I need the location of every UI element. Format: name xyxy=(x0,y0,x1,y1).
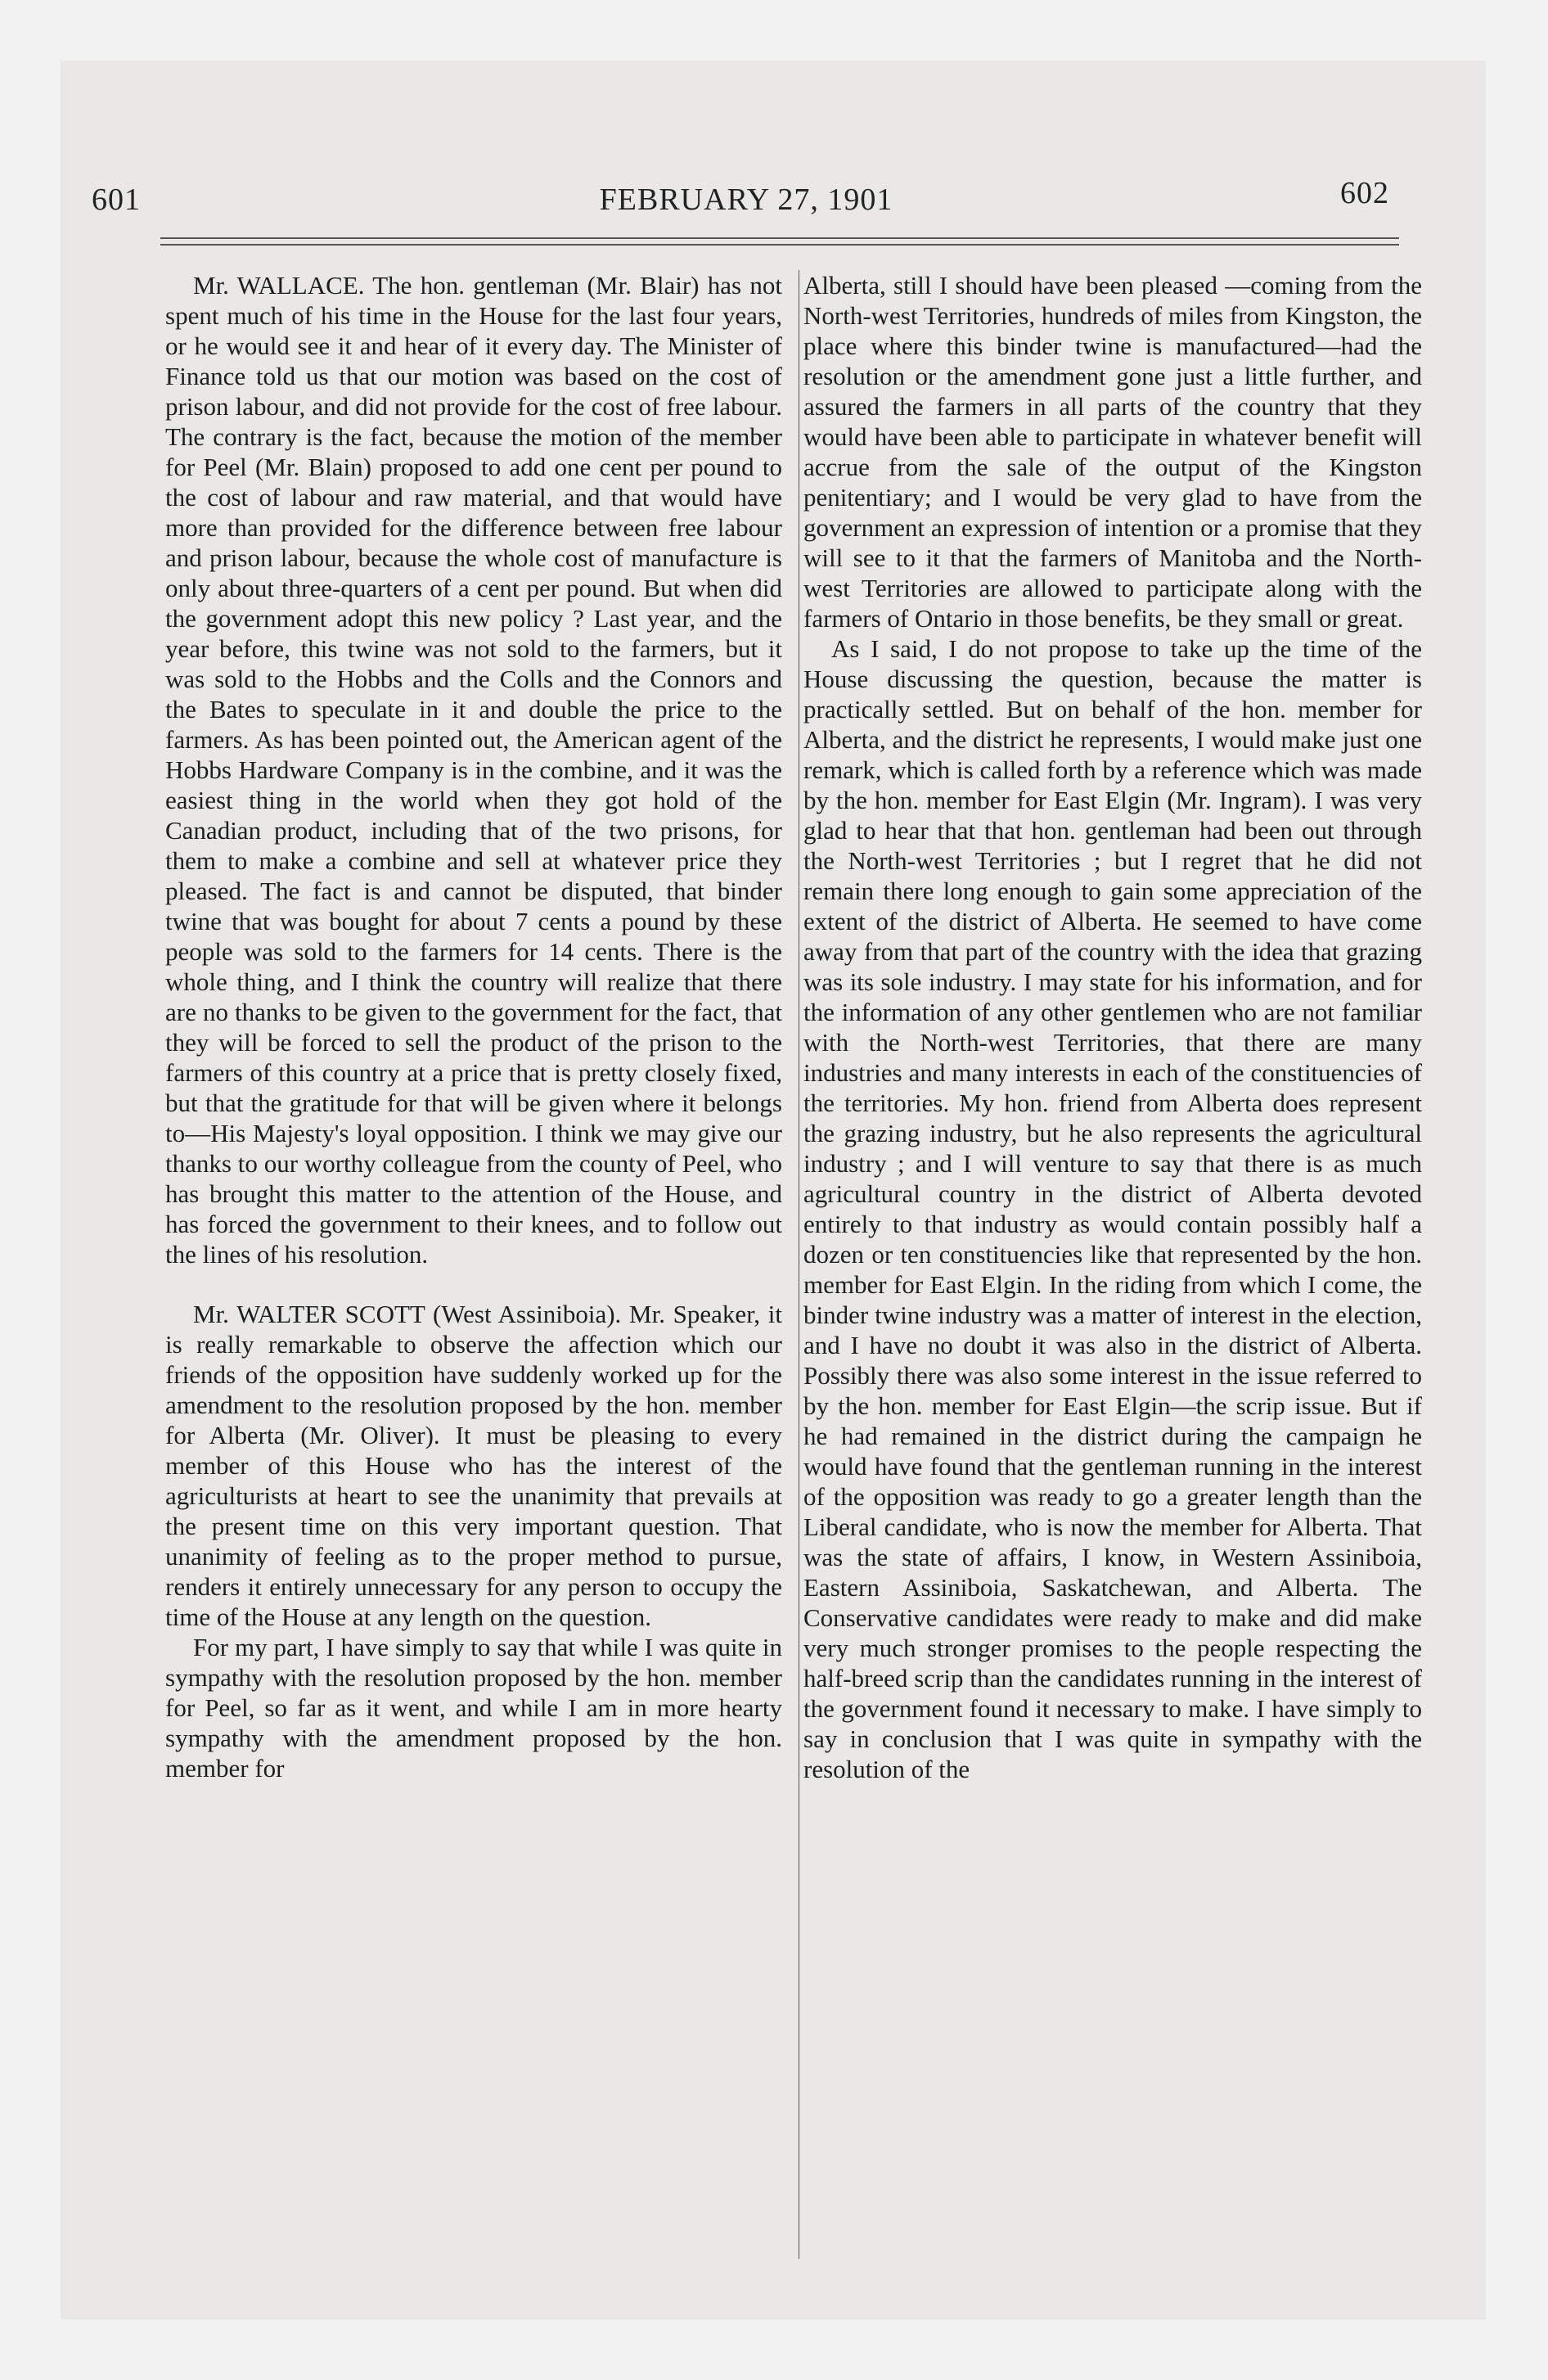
speech-scott: Mr. WALTER SCOTT (West Assiniboia). Mr. Speaker, it is really remarkable to observe the affection which our friends of the opposition have suddenly worked up for the amendment to the resolution proposed by the hon. member for Alberta (Mr. Oliver). It must be pleasing to every member of this House who has the interest of the agriculturists at heart to see the unanimity that prevails at the present time on this very important question. That unanimity of feeling as to the proper method to pursue, renders it entirely unnecessary for any person to occupy the time of the House at any length on the question. xyxy=(165,1300,782,1631)
paragraph-as-i-said: As I said, I do not propose to take up the time of the House discussing the question, because the matter is practically settled. But on behalf of the hon. member for Alberta, and the district he represents, I would make just one remark, which is called forth by a reference which was made by the hon. member for East Elgin (Mr. Ingram). I was very glad to hear that that hon. gentleman had been out through the North-west Territories ; but I regret that he did not remain there long enough to gain some appreciation of the extent of the district of Alberta. He seemed to have come away from that part of the country with the idea that grazing was its sole industry. I may state for his information, and for the information of any other gentlemen who are not familiar with the North-west Territories, that there are many industries and many interests in each of the constituencies of the territories. My hon. friend from Alberta does represent the grazing industry, but he also represents the agricultural industry ; and I will venture to say that there is as much agricultural country in the district of Alberta devoted entirely to that industry as would contain possibly half a dozen or ten constituencies like that represented by the hon. member for East Elgin. In the riding from which I come, the binder twine industry was a matter of interest in the election, and I have no doubt it was also in the district of Alberta. Possibly there was also some interest in the issue referred to by the hon. member for East Elgin—the scrip issue. But if he had remained in the district during the campaign he would have found that the gentleman running in the interest of the opposition was ready to go a greater length than the Liberal candidate, who is now the member for Alberta. That was the state of affairs, I know, in Western Assiniboia, Eastern Assiniboia, Saskatchewan, and Alberta. The Conservative candidates were ready to make and did make very much stronger promises to the people respecting the half-breed scrip than the candidates running in the interest of the government found it necessary to make. I have simply to say in conclusion that I was quite in sympathy with the resolution of the xyxy=(803,634,1422,1783)
page-date: FEBRUARY 27, 1901 xyxy=(599,183,893,217)
paragraph-alberta-continued: Alberta, still I should have been pleased —coming from the North-west Territories, hundreds of miles from Kingston, the place where this binder twine is manufactured—had the resolution or the amendment gone just a little further, and assured the farmers in all parts of the country that they would have been able to participate in whatever benefit will accrue from the sale of the output of the Kingston penitentiary; and I would be very glad to have from the government an expression of intention or a promise that they will see to it that the farmers of Manitoba and the North-west Territories are allowed to participate along with the farmers of Ontario in those benefits, be they small or great. xyxy=(803,271,1422,633)
page-header xyxy=(92,176,1401,223)
speech-wallace: Mr. WALLACE. The hon. gentleman (Mr. Blair) has not spent much of his time in the House for the last four years, or he would see it and hear of it every day. The Minister of Finance told us that our motion was based on the cost of prison labour, and did not provide for the cost of free labour. The contrary is the fact, because the motion of the member for Peel (Mr. Blain) proposed to add one cent per pound to the cost of labour and raw material, and that would have more than provided for the difference between free labour and prison labour, because the whole cost of manufacture is only about three-quarters of a cent per pound. But when did the government adopt this new policy ? Last year, and the year before, this twine was not sold to the farmers, but it was sold to the Hobbs and the Colls and the Connors and the Bates to speculate in it and double the price to the farmers. As has been pointed out, the American agent of the Hobbs Hardware Company is in the combine, and it was the easiest thing in the world when they got hold of the Canadian product, including that of the two prisons, for them to make a combine and sell at whatever price they pleased. The fact is and cannot be disputed, that binder twine that was bought for about 7 cents a pound by these people was sold to the farmers for 14 cents. There is the whole thing, and I think the country will realize that there are no thanks to be given to the government for the fact, that they will be forced to sell the product of the prison to the farmers of this country at a price that is pretty closely fixed, but that the gratitude for that will be given where it belongs to—His Majesty's loyal opposition. I think we may give our thanks to our worthy colleague from the county of Peel, who has brought this matter to the attention of the House, and has forced the government to their knees, and to follow out the lines of his resolution. xyxy=(165,271,782,1269)
left-column xyxy=(165,270,782,1783)
header-rule xyxy=(160,237,1399,246)
page-number-left: 601 xyxy=(92,183,141,217)
right-column xyxy=(803,270,1422,1784)
paragraph-for-my-part: For my part, I have simply to say that while I was quite in sympathy with the resolution proposed by the hon. member for Peel, so far as it went, and while I am in more hearty sympathy with the amendment proposed by the hon. member for xyxy=(165,1633,782,1783)
page-number-right: 602 xyxy=(1340,176,1389,210)
